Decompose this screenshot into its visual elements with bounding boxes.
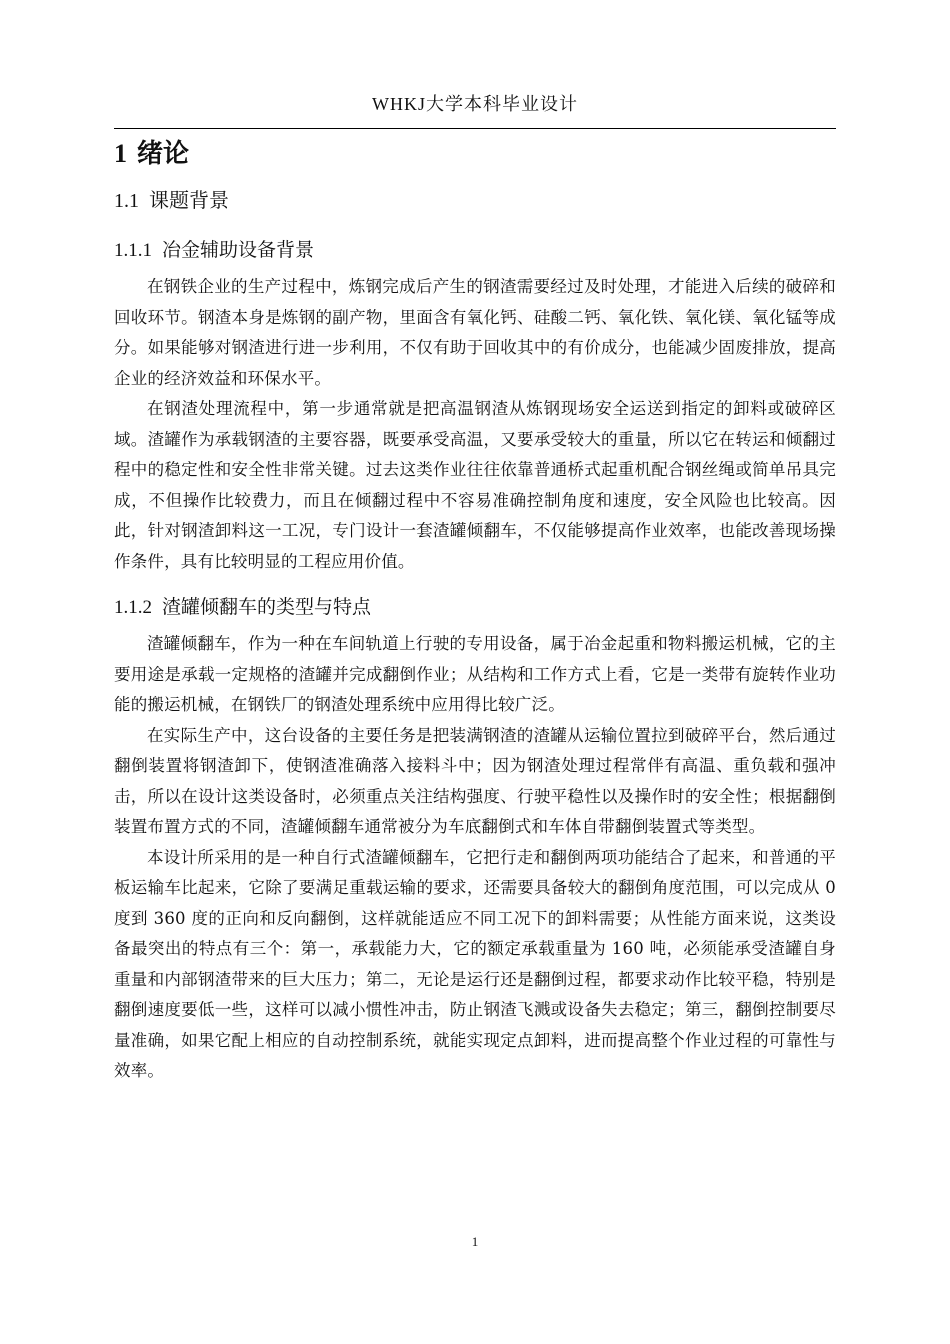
page-number: 1 — [471, 1234, 479, 1249]
subsection-number: 1.1.2 — [114, 597, 152, 618]
subsection-heading-2 — [114, 589, 836, 625]
paragraph: 在实际生产中，这台设备的主要任务是把装满钢渣的渣罐从运输位置拉到破碎平台，然后通过翻倒装置将钢渣卸下，使钢渣准确落入接料斗中；因为钢渣处理过程常伴有高温、重负载和强冲击，所以在设计这类设备时，必须重点关注结构强度、行驶平稳性以及操作时的安全性；根据翻倒装置布置方式的不同，渣罐倾翻车通常被分为车底翻倒式和车体自带翻倒装置式等类型。 — [114, 725, 836, 836]
paragraph: 在钢渣处理流程中，第一步通常就是把高温钢渣从炼钢现场安全运送到指定的卸料或破碎区域。渣罐作为承载钢渣的主要容器，既要承受高温，又要承受较大的重量，所以它在转运和倾翻过程中的稳定性和安全性非常关键。过去这类作业往往依靠普通桥式起重机配合钢丝绳或简单吊具完成，不但操作比较费力，而且在倾翻过程中不容易准确控制角度和速度，安全风险也比较高。因此，针对钢渣卸料这一工况，专门设计一套渣罐倾翻车，不仅能够提高作业效率，也能改善现场操作条件，具有比较明显的工程应用价值。 — [114, 399, 836, 571]
subsection-title: 渣罐倾翻车的类型与特点 — [162, 596, 372, 618]
paragraph: 在钢铁企业的生产过程中，炼钢完成后产生的钢渣需要经过及时处理，才能进入后续的破碎和回收环节。钢渣本身是炼钢的副产物，里面含有氧化钙、硅酸二钙、氧化铁、氧化镁、氧化锰等成分。如果能够对钢渣进行进一步利用，不仅有助于回收其中的有价成分，也能减少固废排放，提高企业的经济效益和环保水平。 — [114, 277, 836, 388]
chapter-number: 1 — [114, 139, 127, 168]
section-number: 1.1 — [114, 190, 139, 212]
page-body — [114, 128, 836, 1087]
chapter-title: 绪论 — [137, 139, 190, 169]
subsection-title: 冶金辅助设备背景 — [162, 239, 315, 261]
running-header: WHKJ大学本科毕业设计 — [372, 94, 578, 114]
section-heading — [114, 180, 836, 220]
subsection-heading-1 — [114, 232, 836, 268]
subsection-number: 1.1.1 — [114, 240, 152, 261]
paragraph: 渣罐倾翻车，作为一种在车间轨道上行驶的专用设备，属于冶金起重和物料搬运机械，它的主要用途是承载一定规格的渣罐并完成翻倒作业；从结构和工作方式上看，它是一类带有旋转作业功能的搬运机械，在钢铁厂的钢渣处理系统中应用得比较广泛。 — [114, 634, 836, 714]
section-title: 课题背景 — [149, 188, 229, 212]
paragraph: 本设计所采用的是一种自行式渣罐倾翻车，它把行走和翻倒两项功能结合了起来，和普通的平板运输车比起来，它除了要满足重载运输的要求，还需要具备较大的翻倒角度范围，可以完成从 0 度到 360 度的正向和反向翻倒，这样就能适应不同工况下的卸料需要；从性能方面来说，这类设备最突出的特点有三个：第一，承载能力大，它的额定承载重量为 160 吨，必须能承受渣罐自身重量和内部钢渣带来的巨大压力；第二，无论是运行还是翻倒过程，都要求动作比较平稳，特别是翻倒速度要低一些，这样可以减小惯性冲击，防止钢渣飞溅或设备失去稳定；第三，翻倒控制要尽量准确，如果它配上相应的自动控制系统，就能实现定点卸料，进而提高整个作业过程的可靠性与效率。 — [114, 847, 836, 1080]
chapter-heading — [114, 134, 836, 174]
